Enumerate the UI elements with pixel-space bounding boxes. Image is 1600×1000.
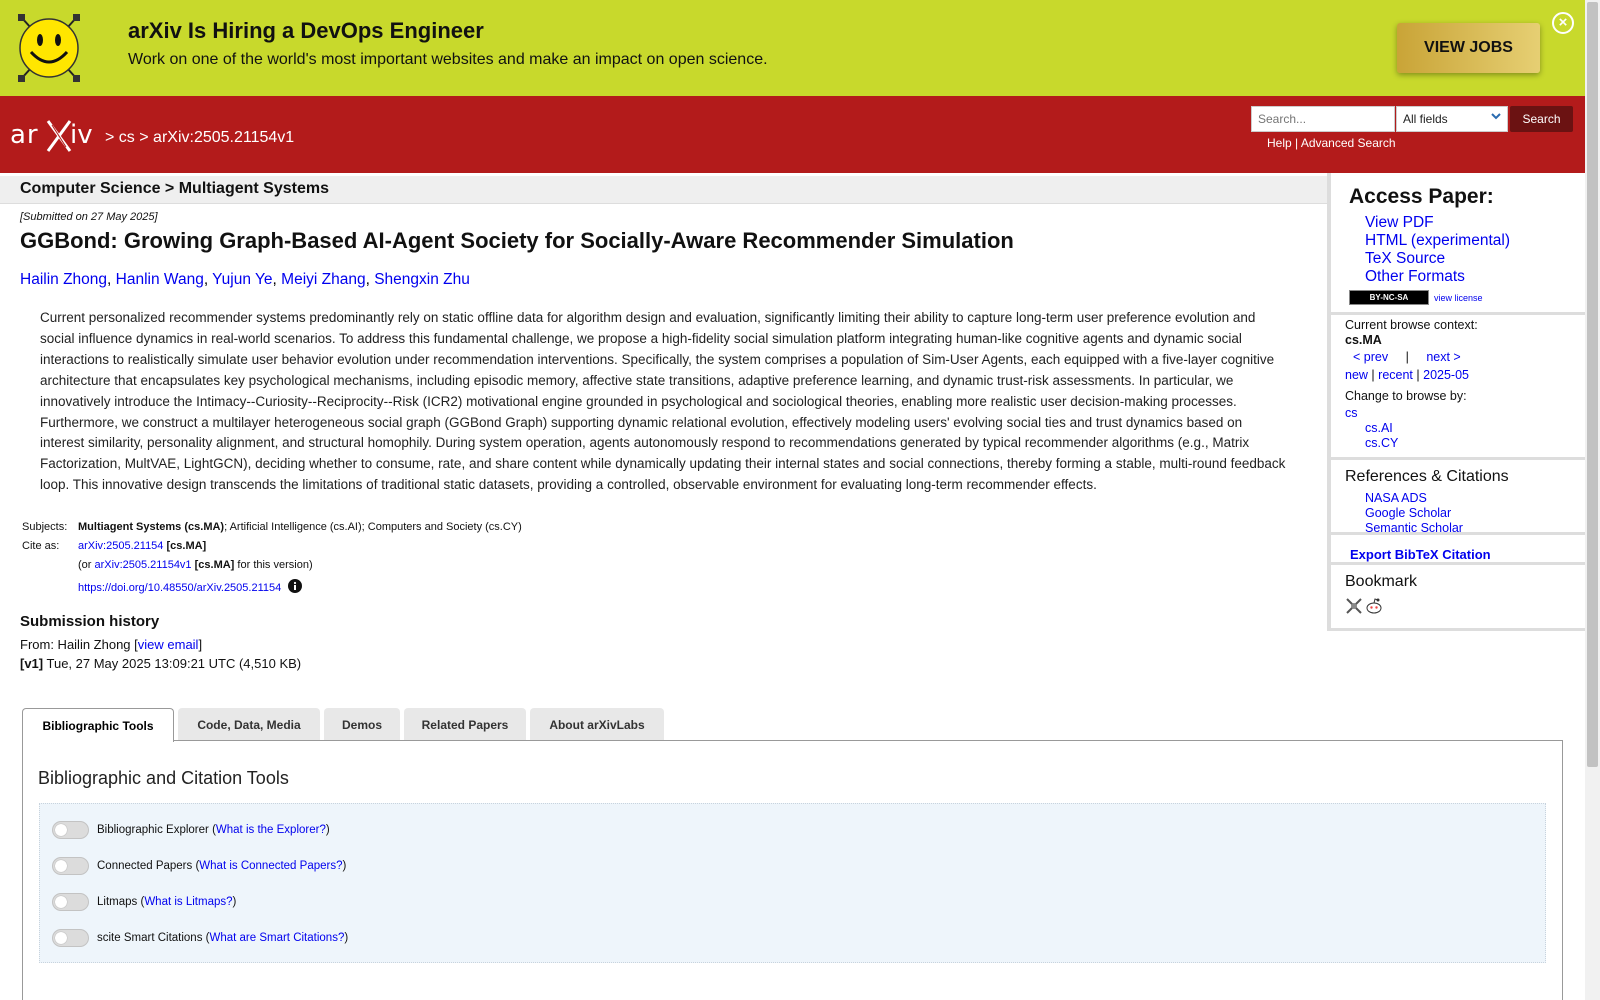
cite-version-category: [cs.MA] — [194, 559, 235, 571]
search-button[interactable]: Search — [1510, 106, 1573, 132]
breadcrumb-separator: > — [105, 129, 115, 146]
references-title: References & Citations — [1345, 468, 1509, 485]
version-date: Tue, 27 May 2025 13:09:21 UTC (4,510 KB) — [46, 656, 302, 671]
scrollbar-thumb[interactable] — [1587, 2, 1598, 767]
primary-subject: Multiagent Systems (cs.MA) — [78, 521, 225, 533]
view-license-link[interactable]: view license — [1434, 292, 1483, 303]
secondary-subjects: ; Artificial Intelligence (cs.AI); Computers and Society (cs.CY) — [224, 521, 522, 533]
tool-row: scite Smart Citations ( What are Smart Citations? ) — [52, 928, 348, 948]
export-bibtex-link[interactable]: Export BibTeX Citation — [1350, 547, 1491, 562]
access-paper-title: Access Paper: — [1349, 185, 1494, 208]
tool-name: Litmaps — [97, 896, 138, 908]
new-link[interactable]: new — [1345, 368, 1368, 382]
tool-name: Connected Papers — [97, 860, 193, 872]
banner-subtitle: Work on one of the world's most important websites and make an impact on open science. — [128, 51, 768, 68]
tools-list — [39, 803, 1546, 963]
cite-label: Cite as: — [22, 540, 60, 552]
tab-code-data-media[interactable]: Code, Data, Media — [178, 708, 320, 741]
subjects-label: Subjects: — [22, 521, 68, 533]
separator: | — [1405, 350, 1409, 364]
search-field-select[interactable] — [1396, 106, 1508, 132]
abstract: Current personalized recommender systems predominantly rely on static offline data for algorithm design and evaluation, significantly limiting their ability to capture long-term user preference evolution and social influence dynamics in real-world scenarios. To address this fundamental challenge, we propose a high-fidelity social simulation platform integrating human-like cognitive agents and dynamic social interactions to realistically simulate user behavior evolution under recommendation interventions. Specifically, the system comprises a population of Sim-User Agents, each equipped with a five-layer cognitive architecture that encapsulates key psychological mechanisms, including episodic memory, affective state transitions, adaptive preference learning, and dynamic trust-risk assessments. In particular, we innovatively introduce the Intimacy--Curiosity--Reciprocity--Risk (ICR2) motivational engine grounded in psychological and sociological theories, enabling more realistic user decision-making processes. Furthermore, we construct a multilayer heterogeneous social graph (GGBond Graph) supporting dynamic relational evolution, effectively modeling users' evolving social ties and trust dynamics based on interest similarity, personality alignment, and structural homophily. During system operation, agents autonomously respond to recommendations generated by typical recommender algorithms (e.g., Matrix Factorization, MultVAE, LightGCN), deciding whether to consume, rate, and share content while dynamically updating their internal states and social connections, thereby forming a stable, multi-round feedback loop. This innovative design transcends the limitations of traditional static datasets, providing a controlled, observable environment for evaluating long-term recommender effects. — [40, 310, 1286, 493]
browse-context-label: Current browse context: — [1345, 318, 1478, 332]
other-formats-link[interactable]: Other Formats — [1365, 268, 1465, 285]
submitted-date: [Submitted on 27 May 2025] — [20, 211, 158, 223]
litmaps-toggle[interactable] — [52, 893, 89, 911]
cite-or-text: (or — [78, 559, 92, 571]
bookmark-icons — [1345, 597, 1383, 615]
separator: | — [1416, 368, 1420, 382]
subject-heading-bar — [0, 176, 1327, 204]
cc-license-badge[interactable] — [1349, 290, 1429, 305]
cite-version-tail: for this version) — [237, 559, 313, 571]
cc-license-text: BY-NC-SA — [1369, 293, 1409, 302]
from-text: From: Hailin Zhong [ — [20, 637, 138, 652]
browse-context — [1345, 318, 1478, 451]
arxiv-logo[interactable] — [8, 115, 102, 157]
separator: | — [1295, 136, 1299, 150]
tool-info-link[interactable]: What is the Explorer? — [215, 824, 326, 836]
svg-text:iv: iv — [70, 120, 93, 150]
tool-info-link[interactable]: What are Smart Citations? — [209, 932, 345, 944]
tool-info-link[interactable]: What is Litmaps? — [144, 896, 233, 908]
tool-name: scite Smart Citations — [97, 932, 203, 944]
separator: | — [1371, 368, 1375, 382]
advanced-search-link[interactable]: Advanced Search — [1300, 136, 1396, 150]
scite-toggle[interactable] — [52, 929, 89, 947]
vertical-scrollbar[interactable] — [1585, 0, 1600, 1000]
sidebar — [1327, 173, 1585, 631]
access-links — [1365, 214, 1510, 286]
bibliographic-explorer-toggle[interactable] — [52, 821, 89, 839]
references-links — [1365, 491, 1463, 536]
subjects-value — [78, 521, 522, 533]
paper-title: GGBond: Growing Graph-Based AI-Agent Society for Socially-Aware Recommender Simulation — [20, 228, 1014, 253]
view-jobs-button[interactable]: VIEW JOBS — [1397, 23, 1540, 73]
author-link[interactable]: Shengxin Zhu — [374, 271, 470, 288]
nasa-ads-link[interactable]: NASA ADS — [1365, 491, 1427, 505]
month-link[interactable]: 2025-05 — [1423, 368, 1469, 382]
tab-demos[interactable]: Demos — [324, 708, 400, 741]
subject-heading: Computer Science > Multiagent Systems — [20, 180, 329, 197]
version-v1 — [20, 656, 301, 671]
cite-category: [cs.MA] — [166, 540, 207, 552]
semantic-scholar-link[interactable]: Semantic Scholar — [1365, 521, 1463, 535]
tex-source-link[interactable]: TeX Source — [1365, 250, 1446, 267]
search-input[interactable] — [1251, 106, 1395, 132]
view-pdf-link[interactable]: View PDF — [1365, 214, 1434, 231]
author-link[interactable]: Meiyi Zhang — [281, 271, 366, 288]
browse-context-value: cs.MA — [1345, 333, 1382, 347]
banner-title: arXiv Is Hiring a DevOps Engineer — [128, 18, 484, 43]
tool-row: Litmaps ( What is Litmaps? ) — [52, 892, 236, 912]
close-circle-icon[interactable]: × — [1552, 12, 1574, 34]
google-scholar-link[interactable]: Google Scholar — [1365, 506, 1452, 520]
recent-link[interactable]: recent — [1378, 368, 1413, 382]
doi-link[interactable]: https://doi.org/10.48550/arXiv.2505.21154 — [78, 582, 282, 594]
info-icon[interactable] — [288, 579, 302, 593]
tab-panel — [22, 740, 1563, 1000]
site-header — [0, 96, 1585, 173]
hiring-banner — [0, 0, 1585, 96]
prev-link[interactable]: < prev — [1353, 350, 1389, 364]
html-link[interactable]: HTML (experimental) — [1365, 232, 1510, 249]
panel-title: Bibliographic and Citation Tools — [38, 768, 289, 788]
author-link[interactable]: Hanlin Wang — [115, 271, 204, 288]
cite-version-link[interactable]: arXiv:2505.21154v1 — [94, 559, 192, 571]
tool-row: Connected Papers ( What is Connected Papers? ) — [52, 856, 346, 876]
search-help-links — [1267, 136, 1396, 150]
browse-cs-link[interactable]: cs — [1345, 406, 1358, 420]
breadcrumb-cs-link[interactable]: cs — [118, 129, 135, 146]
svg-text:ar: ar — [10, 120, 39, 150]
cite-version — [78, 559, 313, 571]
search-field-value: All fields — [1403, 112, 1448, 126]
cite-value — [78, 540, 206, 552]
tool-row: Bibliographic Explorer ( What is the Explorer? ) — [52, 820, 330, 840]
breadcrumb — [105, 129, 294, 147]
version-tag: [v1] — [20, 656, 44, 671]
license — [1349, 290, 1483, 305]
view-email-link[interactable]: view email — [137, 637, 199, 652]
browse-cs-ai-link[interactable]: cs.AI — [1365, 421, 1393, 435]
doi-row — [78, 579, 302, 594]
help-link[interactable]: Help — [1267, 136, 1292, 150]
bookmark-title: Bookmark — [1345, 573, 1418, 590]
tab-related-papers[interactable]: Related Papers — [404, 708, 526, 741]
author-link[interactable]: Hailin Zhong — [20, 271, 108, 288]
smiley-icon — [14, 12, 84, 84]
bibsonomy-icon[interactable] — [1345, 597, 1363, 615]
chevron-down-icon — [1491, 111, 1501, 121]
tab-about-arxivlabs[interactable]: About arXivLabs — [530, 708, 664, 741]
tab-bibliographic-tools[interactable]: Bibliographic Tools — [22, 708, 174, 742]
author-link[interactable]: Yujun Ye — [212, 271, 273, 288]
next-link[interactable]: next > — [1426, 350, 1461, 364]
cite-id-link[interactable]: arXiv:2505.21154 — [78, 540, 164, 552]
reddit-icon[interactable] — [1365, 597, 1383, 615]
connected-papers-toggle[interactable] — [52, 857, 89, 875]
author-list: Hailin Zhong, Hanlin Wang, Yujun Ye, Meiyi Zhang, Shengxin Zhu — [20, 271, 470, 288]
submission-history-title: Submission history — [20, 613, 160, 630]
submission-from — [20, 637, 202, 652]
tool-name: Bibliographic Explorer — [97, 824, 209, 836]
from-close: ] — [198, 637, 203, 652]
browse-cs-cy-link[interactable]: cs.CY — [1365, 436, 1399, 450]
tool-info-link[interactable]: What is Connected Papers? — [199, 860, 343, 872]
breadcrumb-separator: > — [139, 129, 149, 146]
breadcrumb-paper-id: arXiv:2505.21154v1 — [153, 129, 295, 146]
change-browse-label: Change to browse by: — [1345, 389, 1467, 403]
